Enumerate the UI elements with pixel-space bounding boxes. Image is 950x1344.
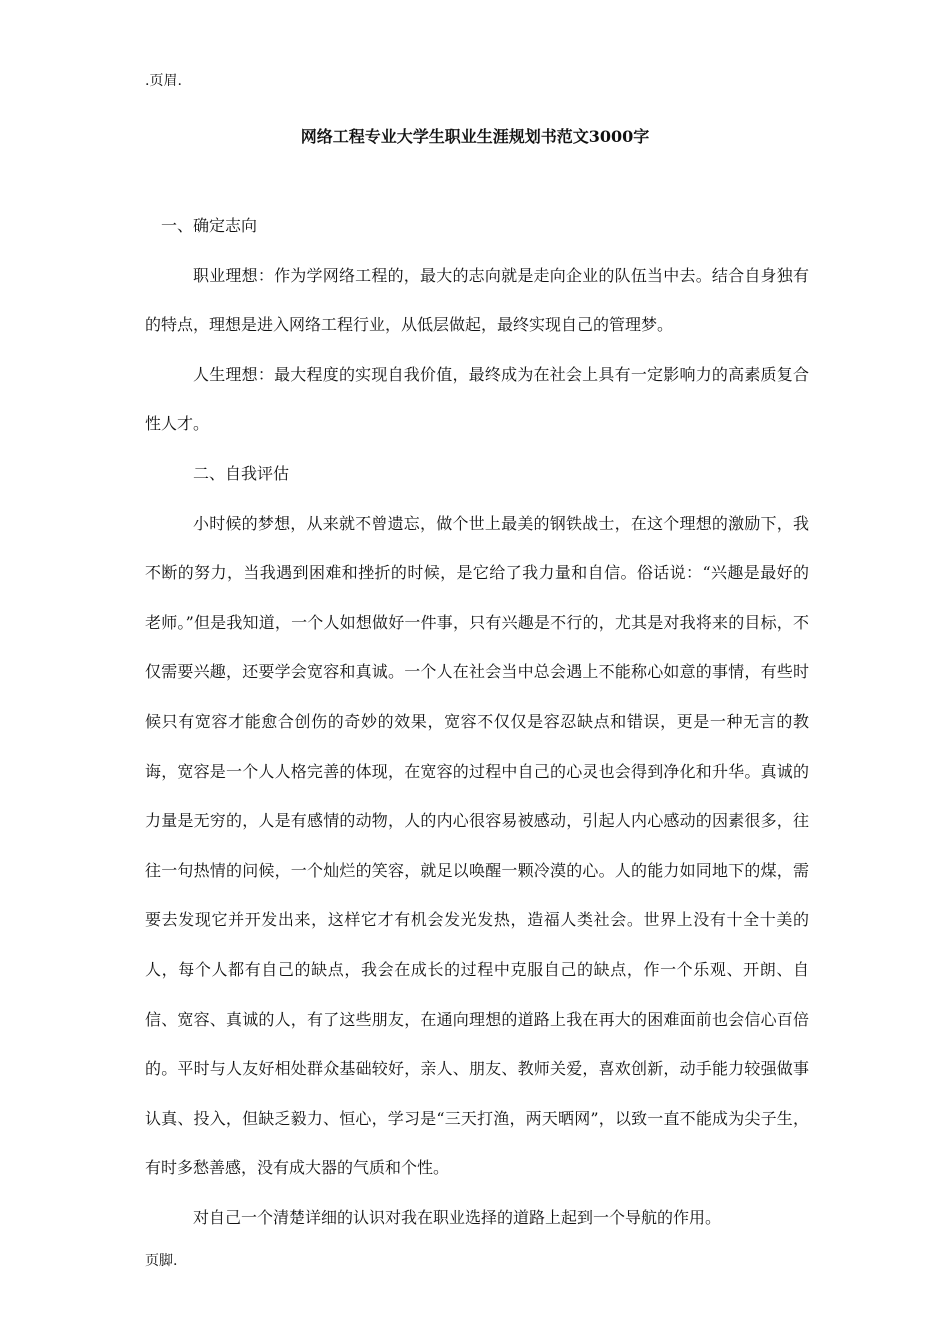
section-heading-2: 二、自我评估: [193, 463, 290, 483]
self-assessment-paragraph: 小时候的梦想，从来就不曾遗忘，做个世上最美的钢铁战士，在这个理想的激励下，我不断的努力，当我遇到困难和挫折的时候，是它给了我力量和自信。俗话说：“兴趣是最好的老师。”但是我知道，一个人如想做好一件事，只有兴趣是不行的，尤其是对我将来的目标，不仅需要兴趣，还要学会宽容和真诚。一个人在社会当中总会遇上不能称心如意的事情，有些时候只有宽容才能愈合创伤的奇妙的效果，宽容不仅仅是容忍缺点和错误，更是一种无言的教诲，宽容是一个人人格完善的体现，在宽容的过程中自己的心灵也会得到净化和升华。真诚的力量是无穷的，人是有感情的动物，人的内心很容易被感动，引起人内心感动的因素很多，往往一句热情的问候，一个灿烂的笑容，就足以唤醒一颗冷漠的心。人的能力如同地下的煤，需要去发现它并开发出来，这样它才有机会发光发热，造福人类社会。世界上没有十全十美的人，每个人都有自己的缺点，我会在成长的过程中克服自己的缺点，作一个乐观、开朗、自信、宽容、真诚的人，有了这些朋友，在通向理想的道路上我在再大的困难面前也会信心百倍的。平时与人友好相处群众基础较好，亲人、朋友、教师关爱，喜欢创新，动手能力较强做事认真、投入，但缺乏毅力、恒心，学习是“三天打渔，两天晒网”，以致一直不能成为尖子生，有时多愁善感，没有成大器的气质和个性。: [145, 513, 809, 1178]
section-heading-1: 一、确定志向: [161, 216, 258, 235]
document-title: 网络工程专业大学生职业生涯规划书范文3000字: [300, 127, 650, 146]
career-ideal-paragraph: 职业理想：作为学网络工程的，最大的志向就是走向企业的队伍当中去。结合自身独有的特点，理想是进入网络工程行业，从低层做起，最终实现自己的管理梦。: [145, 265, 809, 335]
life-ideal-paragraph: 人生理想：最大程度的实现自我价值，最终成为在社会上具有一定影响力的高素质复合性人才。: [145, 364, 809, 434]
page-header: .页眉.: [145, 73, 182, 89]
document-body: [145, 201, 809, 1242]
self-awareness-paragraph: 对自己一个清楚详细的认识对我在职业选择的道路上起到一个导航的作用。: [193, 1207, 722, 1227]
page-footer: 页脚.: [145, 1253, 178, 1269]
